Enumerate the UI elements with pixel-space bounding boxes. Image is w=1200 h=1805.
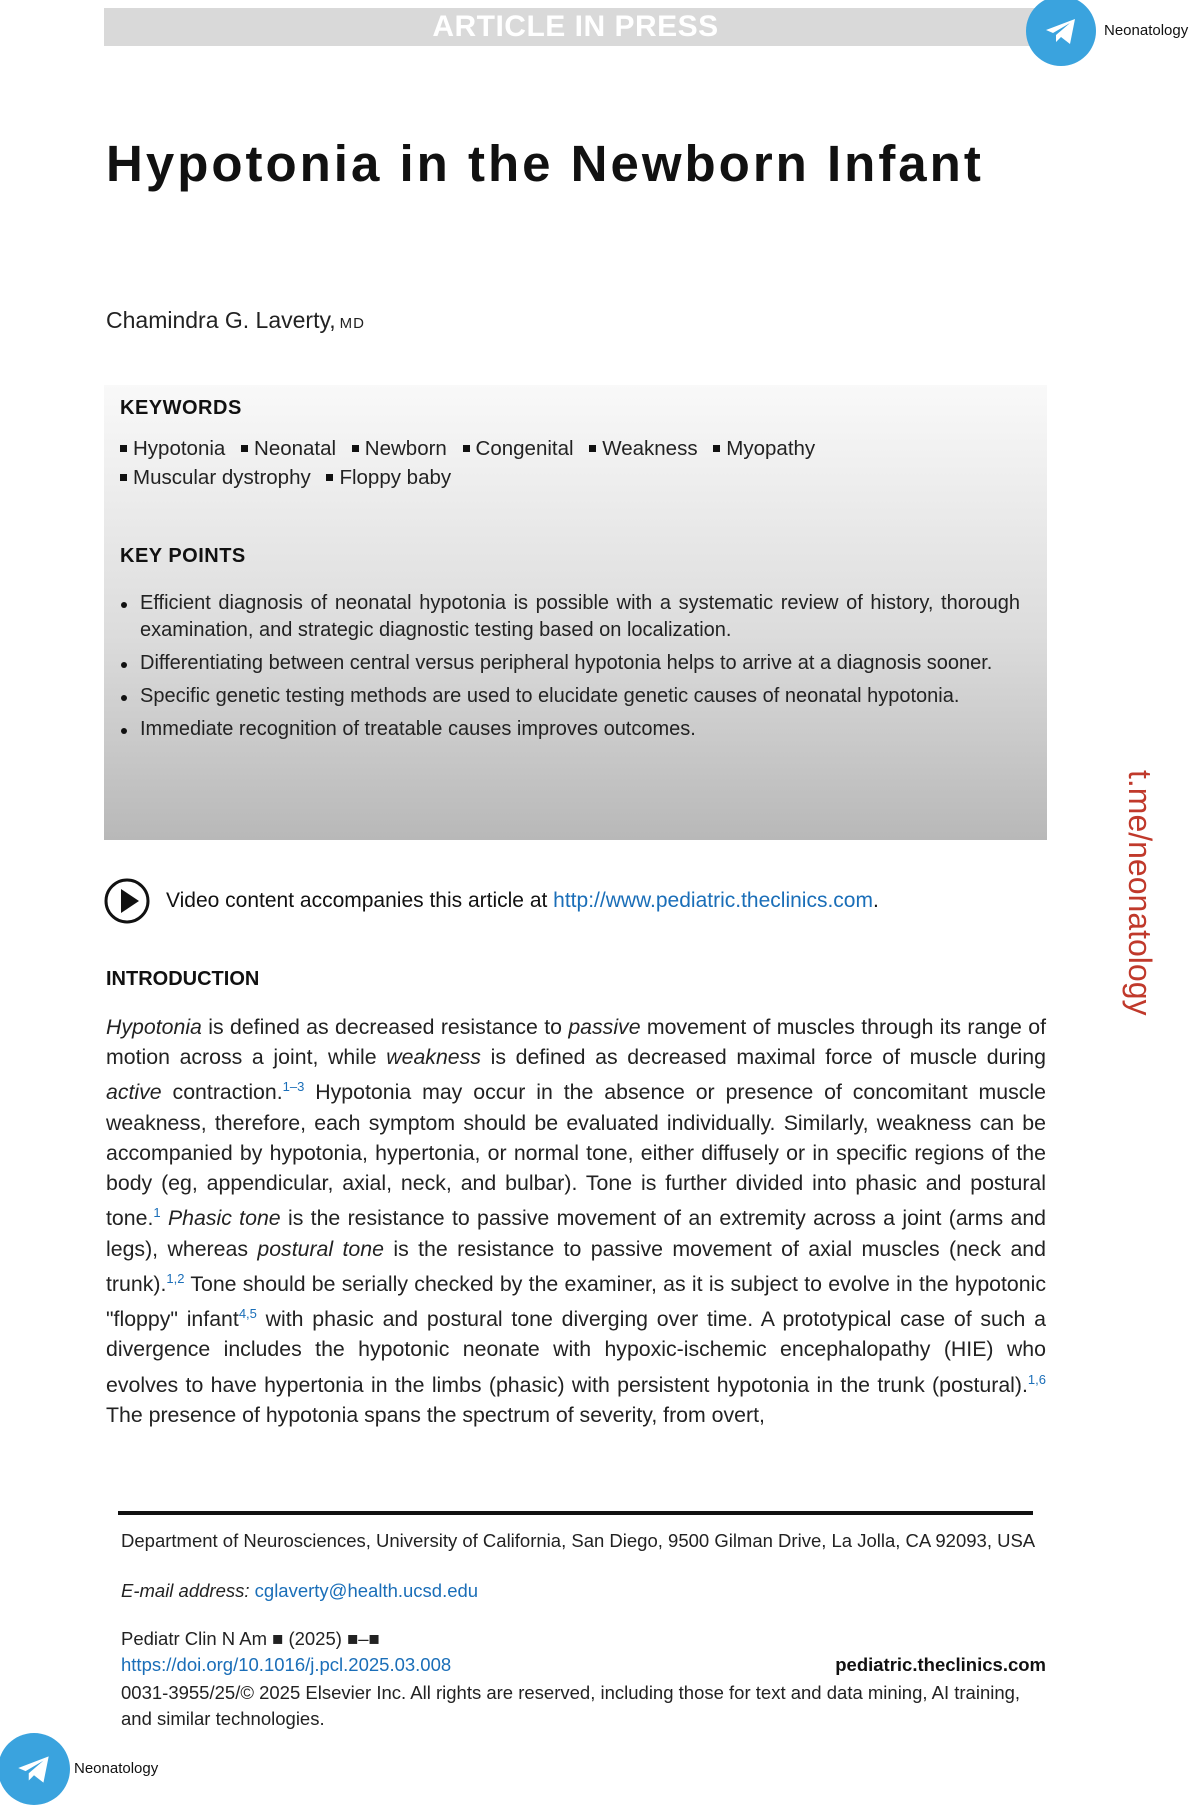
video-text: Video content accompanies this article at http://www.pediatric.theclinics.com. [166,889,879,912]
telegram-icon[interactable] [1026,0,1096,66]
channel-label: Neonatology [74,1760,159,1777]
keyword: Hypotonia [133,437,226,460]
keyword: Congenital [475,437,574,460]
key-point: Specific genetic testing methods are used to elucidate genetic causes of neonatal hypotonia. [120,683,1020,710]
keyword: Neonatal [254,437,337,460]
key-points-list [120,590,1020,749]
author-line [106,307,365,334]
journal-site: pediatric.theclinics.com [835,1654,1046,1675]
keywords-line-1 [120,437,825,461]
side-watermark: t.me/neonatology [1122,770,1158,1016]
video-notice [104,878,879,924]
article-title: Hypotonia in the Newborn Infant [106,135,984,192]
email-line [121,1580,478,1602]
journal-citation: Pediatr Clin N Am ■ (2025) ■–■ [121,1628,380,1649]
reference-link[interactable]: 1,6 [1027,1371,1046,1387]
paper-plane-icon [13,1748,55,1790]
play-icon[interactable] [104,878,150,924]
telegram-icon[interactable] [0,1733,70,1805]
footer-divider [118,1511,1033,1515]
paper-plane-icon [1041,11,1081,51]
introduction-heading: INTRODUCTION [106,968,260,990]
author-name: Chamindra G. Laverty, [106,307,336,333]
doi-link[interactable]: https://doi.org/10.1016/j.pcl.2025.03.008 [121,1654,452,1675]
email-label: E-mail address: [121,1580,250,1601]
reference-link[interactable]: 4,5 [238,1306,257,1322]
video-link[interactable]: http://www.pediatric.theclinics.com [553,889,873,912]
affiliation: Department of Neurosciences, University of California, San Diego, 9500 Gilman Drive, La Jolla, CA 92093, USA [121,1530,1036,1551]
key-points-heading: KEY POINTS [120,545,246,567]
reference-link[interactable]: 1–3 [282,1079,305,1095]
channel-label: Neonatology [1104,22,1189,39]
keywords-heading: KEYWORDS [120,397,242,419]
keyword: Floppy baby [339,466,452,489]
keyword: Weakness [602,437,698,460]
key-point: Immediate recognition of treatable causes improves outcomes. [120,716,1020,743]
key-point: Efficient diagnosis of neonatal hypotonia is possible with a systematic review of history, thorough examination, and strategic diagnostic testing based on localization. [120,590,1020,644]
introduction-paragraph: Hypotonia is defined as decreased resistance to passive movement of muscles through its range of motion across a joint, while weakness is defined as decreased maximal force of muscle during active contraction.$^{1-3}$ Hypotonia may occur in the absence or presence of concomitant muscle weakness, therefore, each symptom should be evaluated individually. Similarly, weakness can be accompanied by hypotonia, hypertonia, or normal tone, either diffusely or in specific regions of the body (eg, appendicular, axial, neck, and bulbar). Tone is further divided into phasic and postural tone.$^1$ Phasic tone is the resistance to passive movement of an extremity across a joint (arms and legs), whereas postural tone is the resistance to passive movement of axial muscles (neck and trunk).$^{1,2}$ Tone should be serially checked by the examiner, as it is subject to evolve in the hypotonic "floppy" infant$^{4,5}$ with phasic and postural tone diverging over time. A prototypical case of such a divergence includes the hypotonic neonate with hypoxic-ischemic encephalopathy (HIE) who evolves to have hypertonia in the limbs (phasic) with persistent hypotonia in the trunk (postural).$^{1,6}$ The presence of hypotonia spans the spectrum of severity, from overt, [106,1015,1047,1427]
article-in-press-banner: ARTICLE IN PRESS [104,8,1047,46]
author-degree: MD [339,315,365,332]
reference-link[interactable]: 1,2 [166,1270,185,1286]
key-point: Differentiating between central versus peripheral hypotonia helps to arrive at a diagnosis sooner. [120,650,1020,677]
keyword: Newborn [364,437,447,460]
keyword: Muscular dystrophy [133,466,311,489]
keywords-box [104,385,1047,840]
email-link[interactable]: cglaverty@health.ucsd.edu [254,1580,479,1601]
keyword: Myopathy [726,437,816,460]
reference-link[interactable]: 1 [153,1205,161,1221]
copyright: 0031-3955/25/© 2025 Elsevier Inc. All rights are reserved, including those for text and data mining, AI training, and similar technologies. [121,1682,1021,1729]
keywords-line-2 [120,466,461,490]
